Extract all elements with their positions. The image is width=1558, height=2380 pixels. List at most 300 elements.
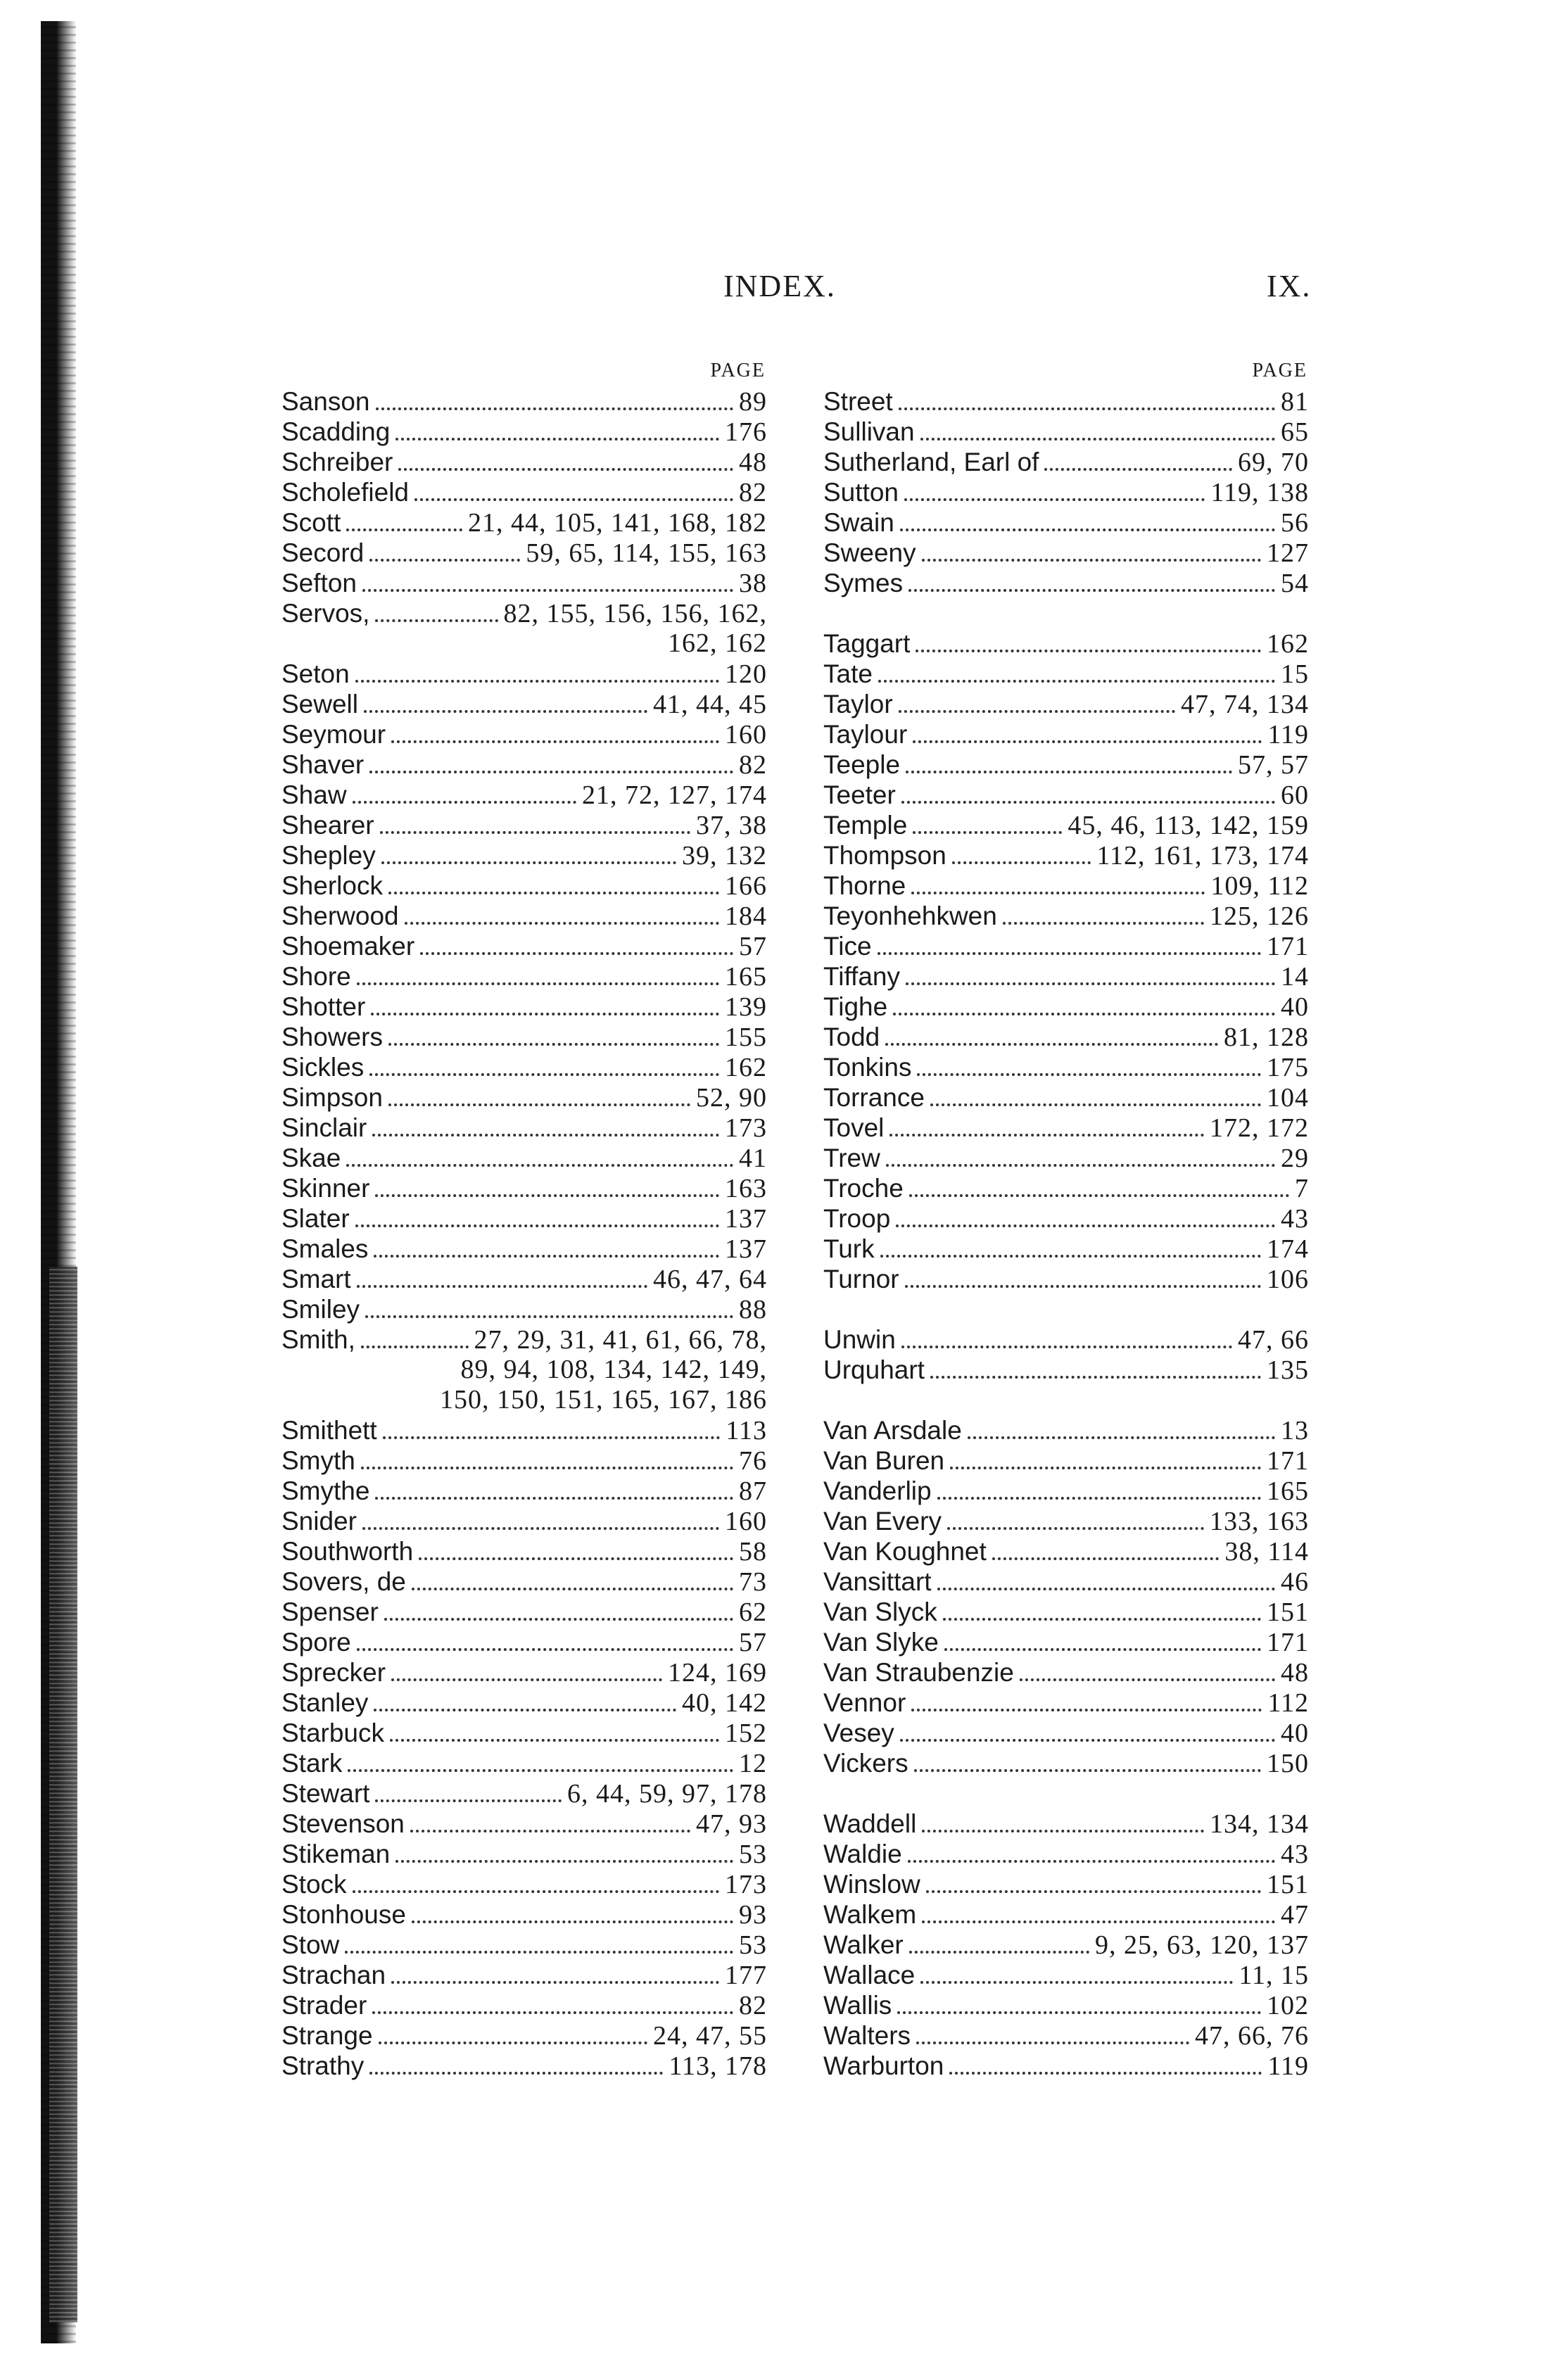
- index-entry-name: Tate: [823, 659, 873, 688]
- index-entry: [281, 1597, 767, 1627]
- index-entry: [823, 568, 1309, 598]
- index-entry-name: Sweeny: [823, 538, 916, 567]
- dot-leader: [388, 892, 719, 894]
- index-entry-name: Smales: [281, 1234, 369, 1263]
- index-entry-name: Troche: [823, 1174, 904, 1203]
- index-entry-name: Shaver: [281, 750, 365, 779]
- index-entry-name: Sherwood: [281, 901, 399, 930]
- index-entry-name: Spenser: [281, 1597, 379, 1626]
- index-entry: [281, 568, 767, 598]
- index-entry-name: Sovers, de: [281, 1567, 406, 1596]
- index-entry: [823, 1748, 1309, 1778]
- index-entry-name: Tonkins: [823, 1053, 912, 1082]
- dot-leader: [355, 1224, 719, 1227]
- dot-leader: [420, 952, 733, 955]
- index-entry-name: Skinner: [281, 1174, 370, 1203]
- index-entry-pages: 109, 112: [1210, 871, 1309, 901]
- index-entry: [823, 1113, 1309, 1143]
- index-entry-name: Wallis: [823, 1991, 892, 2020]
- index-entry-pages: 60: [1281, 780, 1309, 810]
- index-entry: [823, 1627, 1309, 1657]
- index-entry: [281, 1809, 767, 1839]
- index-entry: [281, 1234, 767, 1264]
- index-entry: [823, 1506, 1309, 1536]
- dot-leader: [388, 1043, 719, 1046]
- dot-leader: [375, 1497, 733, 1500]
- index-entry-name: Swain: [823, 508, 894, 537]
- index-entry-pages: 37, 38: [696, 811, 767, 840]
- index-entry-pages: 43: [1281, 1204, 1309, 1234]
- index-entry-pages: 133, 163: [1210, 1507, 1309, 1536]
- dot-leader: [968, 1436, 1275, 1439]
- index-entry-name: Secord: [281, 538, 365, 567]
- index-entry-pages: 112, 161, 173, 174: [1096, 841, 1309, 871]
- index-entry: [281, 1627, 767, 1657]
- index-entry-pages: 137: [725, 1204, 767, 1234]
- index-entry: [281, 1536, 767, 1566]
- index-entry-pages: 21, 44, 105, 141, 168, 182: [468, 508, 767, 538]
- dot-leader: [361, 1467, 733, 1469]
- dot-leader: [922, 559, 1261, 562]
- dot-leader: [346, 1164, 733, 1167]
- index-entry-pages: 47: [1281, 1900, 1309, 1930]
- index-entry-pages: 40: [1281, 1718, 1309, 1748]
- index-entry-pages: 171: [1267, 1628, 1309, 1657]
- index-entry-name: Tiffany: [823, 962, 900, 991]
- index-entry-pages: 48: [1281, 1658, 1309, 1688]
- index-entry-name: Teeter: [823, 780, 896, 809]
- index-entry-name: Strathy: [281, 2051, 365, 2080]
- index-entry: [281, 901, 767, 931]
- index-entry-name: Taylor: [823, 690, 893, 719]
- dot-leader: [371, 1013, 719, 1015]
- index-entry: [281, 1506, 767, 1536]
- index-entry: [281, 1748, 767, 1778]
- running-head: [0, 268, 1558, 310]
- index-entry-pages: 124, 169: [668, 1658, 767, 1688]
- index-entry-name: Wallace: [823, 1961, 916, 1989]
- dot-leader: [944, 1648, 1261, 1651]
- dot-leader: [908, 589, 1275, 592]
- index-entry-name: Sprecker: [281, 1658, 386, 1687]
- index-entry-name: Snider: [281, 1507, 357, 1536]
- index-entry-pages: 134, 134: [1210, 1809, 1309, 1839]
- dot-leader: [897, 2011, 1261, 2014]
- index-entry-name: Urquhart: [823, 1355, 925, 1384]
- index-entry: [823, 1476, 1309, 1506]
- dot-leader: [364, 710, 647, 713]
- index-entry-pages: 81, 128: [1224, 1023, 1309, 1052]
- index-entry-pages: 163: [725, 1174, 767, 1203]
- scan-binding-shadow: [49, 1267, 77, 2322]
- dot-leader: [900, 528, 1275, 531]
- index-entry-name: Sullivan: [823, 417, 915, 446]
- index-entry-pages: 106: [1267, 1265, 1309, 1294]
- index-entry-name: Shepley: [281, 841, 376, 870]
- index-entry-pages: 162: [1267, 629, 1309, 659]
- page-number: IX.: [1267, 269, 1312, 303]
- dot-leader: [398, 468, 733, 471]
- index-entry: [823, 1264, 1309, 1294]
- index-entry-pages: 119, 138: [1210, 478, 1309, 507]
- index-entry-name: Warburton: [823, 2051, 944, 2080]
- index-entry-pages: 174: [1267, 1234, 1309, 1264]
- index-entry-pages: 40, 142: [682, 1688, 767, 1718]
- index-entry: [823, 1052, 1309, 1082]
- index-entry: [281, 1657, 767, 1688]
- index-entry-name: Taylour: [823, 720, 908, 749]
- dot-leader: [878, 952, 1261, 955]
- index-entry-name: Taggart: [823, 629, 911, 658]
- index-entry-name: Waldie: [823, 1840, 902, 1868]
- index-entry-pages: 160: [725, 720, 767, 749]
- index-entry-name: Walker: [823, 1930, 904, 1959]
- index-entry-name: Skae: [281, 1144, 341, 1172]
- index-entry: [281, 1930, 767, 1960]
- index-entry-name: Walters: [823, 2021, 911, 2050]
- index-entry-name: Smythe: [281, 1476, 370, 1505]
- index-entry: [281, 1778, 767, 1809]
- dot-leader: [345, 1951, 733, 1954]
- index-entry: [281, 659, 767, 689]
- index-entry: [281, 1143, 767, 1173]
- dot-leader: [908, 1860, 1275, 1863]
- index-entry: [281, 386, 767, 417]
- dot-leader: [388, 1103, 690, 1106]
- dot-leader: [369, 559, 520, 562]
- dot-leader: [1020, 1678, 1275, 1681]
- index-entry: [823, 1688, 1309, 1718]
- index-entry-name: Tighe: [823, 992, 888, 1021]
- index-entry: [281, 477, 767, 507]
- dot-leader: [353, 1890, 719, 1893]
- index-entry-pages: 54: [1281, 569, 1309, 598]
- index-entry-pages: 166: [725, 871, 767, 901]
- index-entry: [281, 871, 767, 901]
- index-entry: [823, 507, 1309, 538]
- dot-leader: [380, 831, 690, 834]
- index-entry-pages: 102: [1267, 1991, 1309, 2020]
- index-entry: [823, 1324, 1309, 1355]
- dot-leader: [922, 1830, 1204, 1833]
- index-entry: [281, 1022, 767, 1052]
- dot-leader: [909, 1951, 1089, 1954]
- index-entry-pages: 56: [1281, 508, 1309, 538]
- index-entry-pages: 113, 178: [669, 2051, 767, 2081]
- index-entry-name: Van Slyck: [823, 1597, 937, 1626]
- index-entry-pages: 38, 114: [1224, 1537, 1309, 1566]
- dot-leader: [372, 1134, 719, 1137]
- index-entry-pages: 184: [725, 901, 767, 931]
- index-entry-name: Sutherland, Earl of: [823, 448, 1039, 476]
- dot-leader: [913, 831, 1062, 834]
- index-entry-pages: 43: [1281, 1840, 1309, 1869]
- index-entry-name: Scott: [281, 508, 341, 537]
- index-entry-name: Sherlock: [281, 871, 383, 900]
- index-entry-pages: 120: [725, 659, 767, 689]
- index-entry: [823, 810, 1309, 840]
- index-entry-pages: 81: [1281, 387, 1309, 417]
- index-entry: [823, 1022, 1309, 1052]
- index-entry: [823, 447, 1309, 477]
- index-entry-name: Sewell: [281, 690, 358, 719]
- index-entry-name: Sanson: [281, 387, 370, 416]
- index-entry: [281, 1899, 767, 1930]
- dot-leader: [391, 1678, 662, 1681]
- index-entry-pages: 59, 65, 114, 155, 163: [526, 538, 767, 568]
- index-entry-name: Servos,: [281, 599, 370, 628]
- dot-leader: [900, 1739, 1275, 1742]
- dot-leader: [914, 1769, 1261, 1772]
- dot-leader: [943, 1618, 1261, 1621]
- index-entry-name: Trew: [823, 1144, 880, 1172]
- index-entry-pages: 53: [739, 1840, 767, 1869]
- dot-leader: [390, 1739, 719, 1742]
- index-entry: [281, 1566, 767, 1597]
- index-entry-name: Shearer: [281, 811, 374, 840]
- index-entry: [823, 1990, 1309, 2020]
- dot-leader: [901, 1346, 1232, 1348]
- dot-leader: [1003, 922, 1204, 925]
- index-entry-pages: 82, 155, 156, 156, 162,: [503, 599, 767, 628]
- index-entry-name: Winslow: [823, 1870, 920, 1899]
- dot-leader: [878, 680, 1275, 683]
- index-entry-continuation: 162, 162: [668, 628, 767, 658]
- index-entry: [281, 840, 767, 871]
- index-entry: [823, 689, 1309, 719]
- index-entry-name: Turnor: [823, 1265, 899, 1293]
- index-entry-pages: 125, 126: [1210, 901, 1309, 931]
- index-entry: [823, 840, 1309, 871]
- index-entry-pages: 87: [739, 1476, 767, 1506]
- index-entry: [823, 1930, 1309, 1960]
- dot-leader: [930, 1376, 1261, 1379]
- dot-leader: [375, 619, 498, 622]
- index-entry-continuation: 89, 94, 108, 134, 142, 149,: [460, 1355, 767, 1384]
- index-entry-name: Seymour: [281, 720, 386, 749]
- dot-leader: [375, 1799, 562, 1802]
- index-entry: [281, 1052, 767, 1082]
- dot-leader: [950, 1467, 1261, 1469]
- index-entry: [823, 386, 1309, 417]
- index-entry-pages: 46, 47, 64: [653, 1265, 767, 1294]
- index-entry-name: Scholefield: [281, 478, 410, 507]
- index-entry-pages: 139: [725, 992, 767, 1022]
- dot-leader: [947, 1527, 1204, 1530]
- index-entry-pages: 175: [1267, 1053, 1309, 1082]
- index-entry-pages: 57, 57: [1238, 750, 1309, 780]
- index-entry: [281, 719, 767, 749]
- index-entry-pages: 38: [739, 569, 767, 598]
- dot-leader: [346, 528, 462, 531]
- dot-leader: [383, 1436, 721, 1439]
- index-entry-continuation: 150, 150, 151, 165, 167, 186: [440, 1385, 767, 1414]
- index-entry-name: Troop: [823, 1204, 891, 1233]
- dot-leader: [395, 438, 719, 441]
- index-entry-pages: 160: [725, 1507, 767, 1536]
- index-entry: [281, 1476, 767, 1506]
- index-entry: [281, 992, 767, 1022]
- index-entry-pages: 119: [1267, 720, 1309, 749]
- index-entry-name: Van Arsdale: [823, 1416, 962, 1445]
- dot-leader: [369, 2072, 663, 2075]
- dot-leader: [913, 740, 1262, 743]
- index-entry: [823, 749, 1309, 780]
- index-entry-name: Unwin: [823, 1325, 896, 1354]
- index-entry-name: Strader: [281, 1991, 367, 2020]
- index-entry-name: Vesey: [823, 1718, 894, 1747]
- index-entry-pages: 127: [1267, 538, 1309, 568]
- index-entry-name: Vennor: [823, 1688, 906, 1717]
- index-entry-name: Strange: [281, 2021, 373, 2050]
- index-entry: [823, 1143, 1309, 1173]
- dot-leader: [992, 1557, 1220, 1560]
- index-entry-name: Stark: [281, 1749, 343, 1778]
- index-entry: [823, 1173, 1309, 1203]
- dot-leader: [1044, 468, 1232, 471]
- index-entry-name: Teyonhehkwen: [823, 901, 997, 930]
- index-entry-name: Stock: [281, 1870, 347, 1899]
- dot-leader: [357, 1285, 647, 1288]
- index-entry-name: Sefton: [281, 569, 357, 597]
- index-entry-pages: 47, 93: [696, 1809, 767, 1839]
- dot-leader: [410, 1830, 690, 1833]
- index-entry-pages: 173: [725, 1113, 767, 1143]
- index-entry-pages: 47, 66, 76: [1195, 2021, 1309, 2051]
- dot-leader: [916, 650, 1261, 652]
- index-entry-name: Temple: [823, 811, 908, 840]
- index-column-right: [823, 355, 1309, 2081]
- index-entry-pages: 176: [725, 417, 767, 447]
- index-entry-name: Van Buren: [823, 1446, 945, 1475]
- dot-leader: [937, 1497, 1261, 1500]
- dot-leader: [395, 1860, 733, 1863]
- dot-leader: [365, 1315, 733, 1318]
- index-entry-name: Southworth: [281, 1537, 414, 1566]
- index-entry-name: Smith,: [281, 1325, 355, 1354]
- index-entry-pages: 150: [1267, 1749, 1309, 1778]
- index-entry: [281, 598, 767, 628]
- index-entry-name: Slater: [281, 1204, 350, 1233]
- index-entry-name: Torrance: [823, 1083, 925, 1112]
- dot-leader: [381, 861, 676, 864]
- index-entry-name: Sinclair: [281, 1113, 367, 1142]
- index-entry-name: Vansittart: [823, 1567, 932, 1596]
- dot-leader: [885, 1043, 1218, 1046]
- index-entry: [823, 538, 1309, 568]
- index-entry-pages: 47, 74, 134: [1181, 690, 1309, 719]
- index-entry-name: Simpson: [281, 1083, 383, 1112]
- index-entry: [281, 1990, 767, 2020]
- index-entry: [823, 1960, 1309, 1990]
- index-entry-pages: 45, 46, 113, 142, 159: [1068, 811, 1309, 840]
- index-entry: [823, 901, 1309, 931]
- dot-leader: [357, 982, 719, 985]
- dot-leader: [899, 710, 1175, 713]
- index-entry-pages: 9, 25, 63, 120, 137: [1095, 1930, 1309, 1960]
- dot-leader: [376, 407, 734, 410]
- dot-leader: [917, 1073, 1261, 1076]
- dot-leader: [949, 2072, 1262, 2075]
- index-entry-pages: 41: [739, 1144, 767, 1173]
- index-entry-pages: 93: [739, 1900, 767, 1930]
- dot-leader: [937, 1588, 1275, 1590]
- index-entry: [823, 659, 1309, 689]
- index-entry-name: Van Koughnet: [823, 1537, 987, 1566]
- dot-leader: [355, 680, 719, 683]
- index-entry: [823, 628, 1309, 659]
- index-entry-pages: 82: [739, 478, 767, 507]
- index-entry: [823, 961, 1309, 992]
- index-entry-pages: 177: [725, 1961, 767, 1990]
- index-entry-name: Street: [823, 387, 893, 416]
- dot-leader: [362, 1527, 719, 1530]
- dot-leader: [361, 1346, 469, 1348]
- index-entry-name: Shaw: [281, 780, 347, 809]
- index-entry-name: Smiley: [281, 1295, 360, 1324]
- dot-leader: [901, 801, 1275, 804]
- dot-leader: [391, 1981, 719, 1984]
- index-entry: [823, 780, 1309, 810]
- index-entry-pages: 39, 132: [682, 841, 767, 871]
- page-column-label: PAGE: [1252, 360, 1307, 381]
- dot-leader: [952, 861, 1091, 864]
- index-entry: [281, 810, 767, 840]
- index-entry-pages: 14: [1281, 962, 1309, 992]
- index-entry-name: Tice: [823, 932, 872, 961]
- index-entry-name: Smart: [281, 1265, 351, 1293]
- letter-section-gap: [823, 598, 1309, 628]
- index-entry-pages: 13: [1281, 1416, 1309, 1445]
- dot-leader: [930, 1103, 1261, 1106]
- dot-leader: [374, 1709, 676, 1711]
- dot-leader: [920, 438, 1275, 441]
- index-entry-pages: 7: [1295, 1174, 1309, 1203]
- index-entry-name: Turk: [823, 1234, 875, 1263]
- dot-leader: [369, 1073, 719, 1076]
- index-entry-pages: 119: [1267, 2051, 1309, 2081]
- index-entry-pages: 82: [739, 1991, 767, 2020]
- dot-leader: [369, 771, 733, 773]
- index-entry: [823, 2020, 1309, 2051]
- index-entry: [281, 2051, 767, 2081]
- index-entry: [823, 719, 1309, 749]
- index-entry-pages: 73: [739, 1567, 767, 1597]
- index-entry-pages: 151: [1267, 1870, 1309, 1899]
- index-entry-name: Spore: [281, 1628, 351, 1657]
- index-entry-pages: 62: [739, 1597, 767, 1627]
- index-entry: [281, 1264, 767, 1294]
- letter-section-gap: [823, 1778, 1309, 1809]
- index-entry: [823, 871, 1309, 901]
- dot-leader: [379, 2042, 647, 2044]
- index-entry-pages: 40: [1281, 992, 1309, 1022]
- dot-leader: [375, 1194, 719, 1197]
- index-entry-pages: 65: [1281, 417, 1309, 447]
- index-entry: [823, 417, 1309, 447]
- index-entry-pages: 24, 47, 55: [653, 2021, 767, 2051]
- index-entry: [823, 1445, 1309, 1476]
- index-entry: [281, 1113, 767, 1143]
- index-entry-name: Vanderlip: [823, 1476, 932, 1505]
- dot-leader: [906, 771, 1232, 773]
- index-entry-pages: 104: [1267, 1083, 1309, 1113]
- index-entry: [281, 780, 767, 810]
- index-entry-pages: 21, 72, 127, 174: [582, 780, 767, 810]
- index-entry-name: Stewart: [281, 1779, 370, 1808]
- index-entry-pages: 27, 29, 31, 41, 61, 66, 78,: [474, 1325, 767, 1355]
- index-entry-pages: 69, 70: [1238, 448, 1309, 477]
